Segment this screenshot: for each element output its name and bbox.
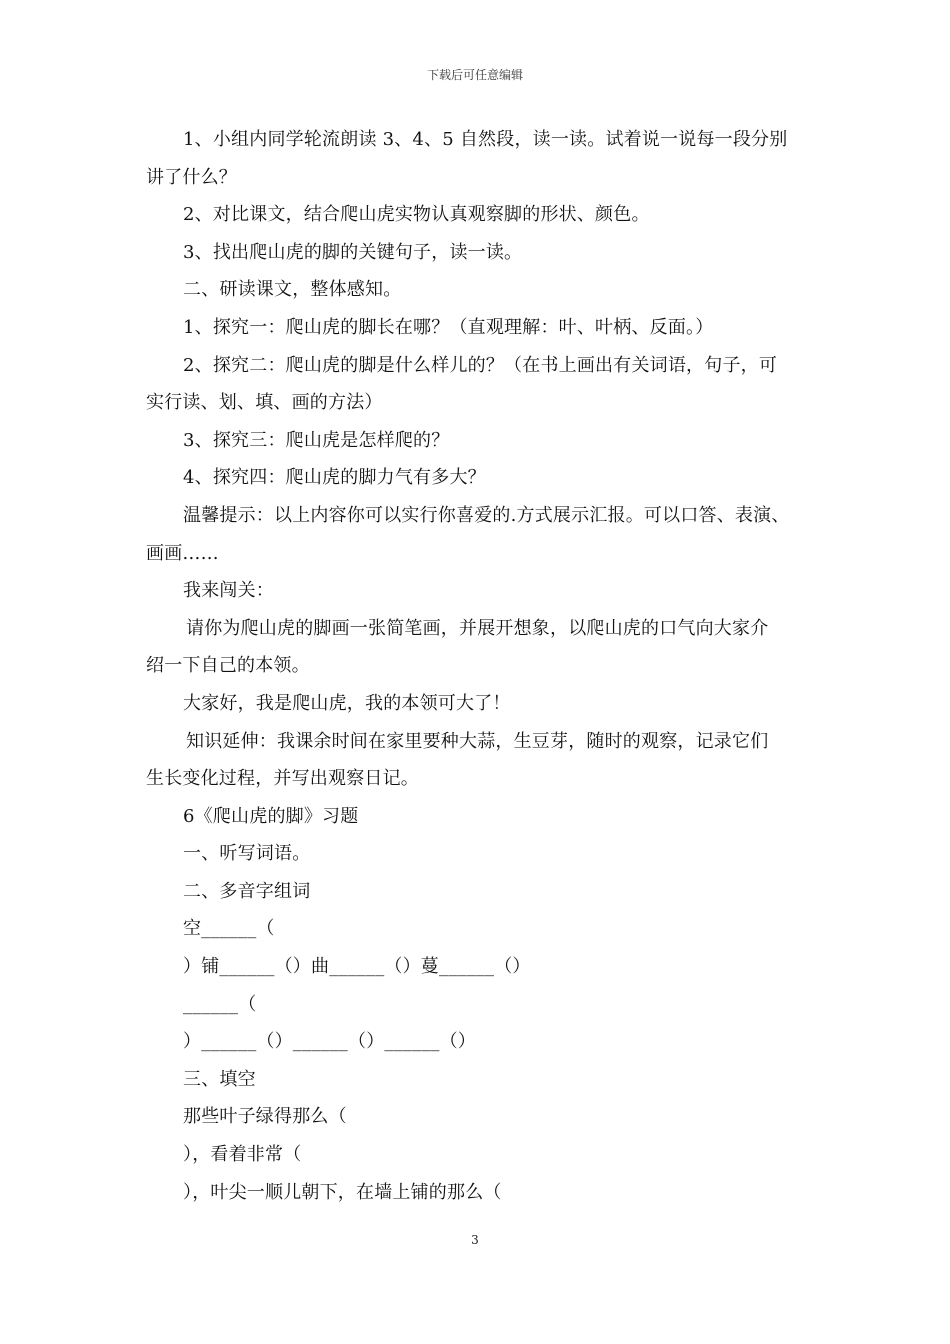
exercise-line: 那些叶子绿得那么（ bbox=[183, 1106, 347, 1128]
section-heading: 二、多音字组词 bbox=[183, 880, 311, 902]
paragraph-text: 2、探究二：爬山虎的脚是什么样儿的？（在书上画出有关词语，句子，可 bbox=[183, 354, 778, 376]
paragraph-text: 大家好，我是爬山虎，我的本领可大了！ bbox=[183, 692, 511, 714]
paragraph-text: 1、小组内同学轮流朗读 3、4、5 自然段，读一读。试着说一说每一段分别 bbox=[183, 129, 788, 150]
paragraph-text: 3、探究三：爬山虎是怎样爬的？ bbox=[183, 429, 450, 451]
paragraph-text: 温馨提示：以上内容你可以实行你喜爱的.方式展示汇报。可以口答、表演、 bbox=[183, 504, 790, 526]
paragraph-text: 4、探究四：爬山虎的脚力气有多大？ bbox=[183, 467, 486, 489]
paragraph-text: 2、对比课文，结合爬山虎实物认真观察脚的形状、颜色。 bbox=[183, 204, 650, 226]
section-heading: 6《爬山虎的脚》习题 bbox=[183, 805, 359, 827]
paragraph-continuation: 画画…… bbox=[146, 542, 219, 564]
paragraph-continuation: 绍一下自己的本领。 bbox=[146, 655, 310, 677]
section-heading: 一、听写词语。 bbox=[183, 843, 311, 865]
document-body bbox=[146, 121, 811, 1211]
exercise-line: ），看着非常（ bbox=[183, 1144, 302, 1166]
page-number: 3 bbox=[471, 1233, 479, 1247]
exercise-line: 空______（ bbox=[183, 918, 275, 940]
paragraph-continuation: 生长变化过程，并写出观察日记。 bbox=[146, 768, 419, 790]
exercise-line: ）______（）______（）______（） bbox=[183, 1031, 476, 1053]
exercise-line: ），叶尖一顺儿朝下，在墙上铺的那么（ bbox=[183, 1181, 502, 1203]
paragraph-continuation: 讲了什么？ bbox=[146, 166, 237, 188]
section-heading: 二、研读课文，整体感知。 bbox=[183, 279, 402, 301]
paragraph-text: 1、探究一：爬山虎的脚长在哪？（直观理解：叶、叶柄、反面。） bbox=[183, 316, 714, 338]
paragraph-text: 知识延伸：我课余时间在家里要种大蒜，生豆芽，随时的观察，记录它们 bbox=[186, 730, 769, 752]
paragraph-text: 请你为爬山虎的脚画一张简笔画，并展开想象，以爬山虎的口气向大家介 bbox=[186, 617, 769, 639]
page-header: 下载后可任意编辑 bbox=[426, 68, 523, 82]
exercise-line: ______（ bbox=[183, 993, 257, 1015]
paragraph-continuation: 实行读、划、填、画的方法） bbox=[146, 392, 383, 414]
paragraph-text: 我来闯关： bbox=[183, 580, 274, 602]
section-heading: 三、填空 bbox=[183, 1068, 256, 1090]
paragraph-text: 3、找出爬山虎的脚的关键句子，读一读。 bbox=[183, 241, 523, 263]
exercise-line: ）铺______（）曲______（）蔓______（） bbox=[183, 956, 531, 978]
